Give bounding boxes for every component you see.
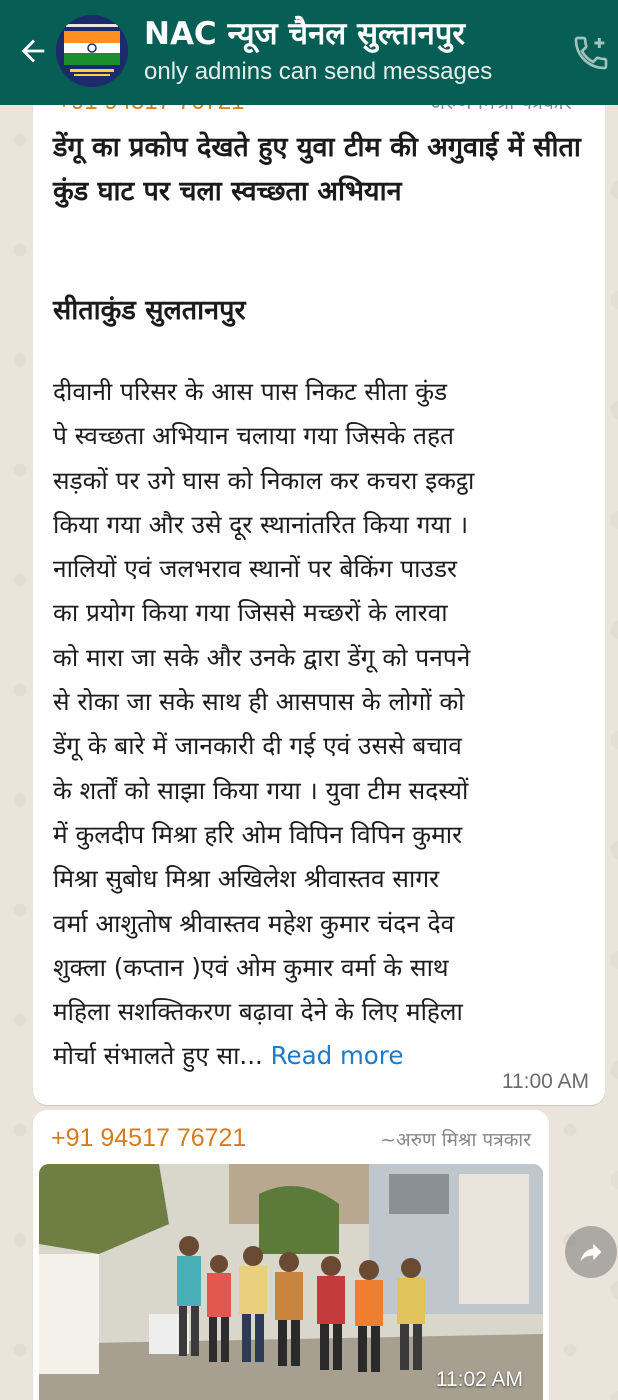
add-call-button[interactable] [566,28,616,78]
message-body-text: दीवानी परिसर के आस पास निकट सीता कुंड पे स्वच्छता अभियान चलाया गया जिसके तहत सड़कों पर उगे घास को निकाल कर कचरा इकट्ठा किया गया और उसे दूर स्थानांतरित किया गया । नालियों एवं जलभराव स्थानों पर बेकिंग पाउडर का प्रयोग किया गया जिससे मच्छरों के लारवा को मारा जा सके और उनके द्वारा डेंगू को पनपने से रोका जा सके साथ ही आसपास के लोगों को डेंगू के बारे में जानकारी दी गई एवं उससे बचाव के शर्तों को साझा किया गया । युवा टीम सदस्यों में कुलदीप मिश्रा हरि ओम विपिन विपिन कुमार मिश्रा सुबोध मिश्रा अखिलेश श्रीवास्तव सागर वर्मा आशुतोष श्रीवास्तव महेश कुमार चंदन देव शुक्ला (कप्तान )एवं ओम कुमार वर्मा के साथ महिला सशक्तिकरण बढ़ावा देने के लिए महिला मोर्चा संभालते हुए सा... [53,377,475,1071]
arrow-left-icon [16,34,50,68]
photo-image [39,1164,543,1400]
message-sender-name: ~अरुण मिश्रा पत्रकार [380,1129,531,1151]
back-button[interactable] [12,30,54,72]
read-more-link[interactable]: Read more [270,1041,404,1071]
message-timestamp: 11:02 AM [435,1368,523,1391]
forward-button[interactable] [565,1226,617,1278]
message-bubble-image[interactable] [33,1110,549,1400]
chat-title[interactable]: NAC न्यूज चैनल सुल्तानपुर [144,16,466,52]
message-photo[interactable] [39,1164,543,1400]
message-bubble[interactable] [33,82,605,1105]
channel-logo-icon [56,15,128,87]
forward-icon [577,1238,605,1266]
chat-subtitle: only admins can send messages [144,58,493,85]
message-sender-phone[interactable]: +91 94517 76721 [51,1124,247,1152]
add-call-icon [571,33,611,73]
message-headline: डेंगू का प्रकोप देखते हुए युवा टीम की अगुवाई में सीता कुंड घाट पर चला स्वच्छता अभियान [53,132,581,207]
message-body [53,370,601,1079]
chat-header [0,0,618,105]
group-avatar[interactable] [56,15,128,87]
message-location: सीताकुंड सुलतानपुर [53,295,246,326]
message-timestamp: 11:00 AM [501,1070,589,1093]
